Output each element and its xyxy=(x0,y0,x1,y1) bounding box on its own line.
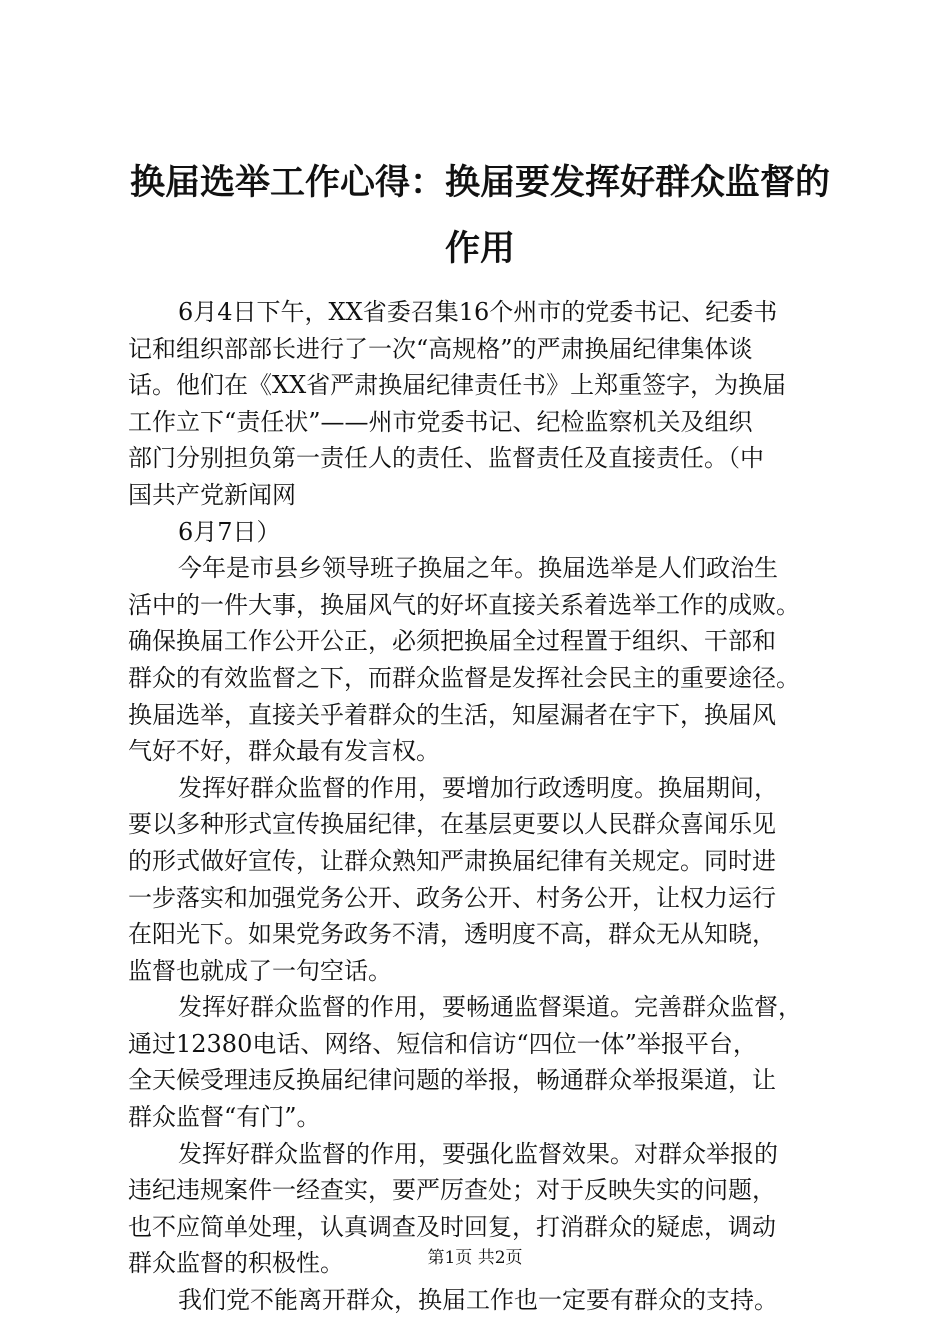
body-line: 确保换届工作公开公正，必须把换届全过程置于组织、干部和 xyxy=(128,627,776,656)
body-line: 的形式做好宣传，让群众熟知严肃换届纪律有关规定。同时进 xyxy=(128,846,776,875)
body-line: 6月7日） xyxy=(178,517,281,546)
body-line: 活中的一件大事，换届风气的好坏直接关系着选举工作的成败。 xyxy=(128,590,800,619)
document-title xyxy=(110,150,850,282)
body-line: 也不应简单处理，认真调查及时回复，打消群众的疑虑，调动 xyxy=(128,1212,776,1241)
body-line: 在阳光下。如果党务政务不清，透明度不高，群众无从知晓， xyxy=(128,920,776,949)
body-line: 全天候受理违反换届纪律问题的举报，畅通群众举报渠道，让 xyxy=(128,1066,776,1095)
title-line-1: 换届选举工作心得：换届要发挥好群众监督的 xyxy=(129,162,830,203)
body-line: 通过12380电话、网络、短信和信访“四位一体”举报平台， xyxy=(128,1029,757,1058)
body-line: 今年是市县乡领导班子换届之年。换届选举是人们政治生 xyxy=(178,554,778,583)
body-line: 群众监督的积极性。 xyxy=(128,1249,344,1278)
body-line: 换届选举，直接关乎着群众的生活，知屋漏者在宇下，换届风 xyxy=(128,700,776,729)
body-line: 发挥好群众监督的作用，要畅通监督渠道。完善群众监督， xyxy=(178,993,802,1022)
body-line: 话。他们在《XX省严肃换届纪律责任书》上郑重签字，为换届 xyxy=(128,371,787,400)
body-line: 群众监督“有门”。 xyxy=(128,1103,321,1132)
body-line: 发挥好群众监督的作用，要强化监督效果。对群众举报的 xyxy=(178,1139,778,1168)
body-line: 工作立下“责任状”——州市党委书记、纪检监察机关及组织 xyxy=(128,407,753,436)
body-line: 部门分别担负第一责任人的责任、监督责任及直接责任。（中 xyxy=(128,444,764,473)
body-line: 监督也就成了一句空话。 xyxy=(128,956,392,985)
page-footer: 第1页 共2页 xyxy=(427,1248,523,1268)
body-line: 违纪违规案件一经查实，要严厉查处；对于反映失实的问题， xyxy=(128,1176,776,1205)
body-line: 6月4日下午，XX省委召集16个州市的党委书记、纪委书 xyxy=(178,298,778,326)
body-line: 要以多种形式宣传换届纪律，在基层更要以人民群众喜闻乐见 xyxy=(128,810,776,839)
body-line: 记和组织部部长进行了一次“高规格”的严肃换届纪律集体谈 xyxy=(128,334,753,363)
body-line: 发挥好群众监督的作用，要增加行政透明度。换届期间， xyxy=(178,773,778,802)
document-body xyxy=(128,294,833,1319)
body-line: 群众的有效监督之下，而群众监督是发挥社会民主的重要途径。 xyxy=(128,663,800,692)
body-line: 我们党不能离开群众，换届工作也一定要有群众的支持。 xyxy=(178,1286,778,1315)
body-line: 一步落实和加强党务公开、政务公开、村务公开，让权力运行 xyxy=(128,883,776,912)
body-line: 气好不好，群众最有发言权。 xyxy=(128,737,440,766)
body-line: 国共产党新闻网 xyxy=(128,480,296,509)
title-line-2: 作用 xyxy=(444,228,515,269)
